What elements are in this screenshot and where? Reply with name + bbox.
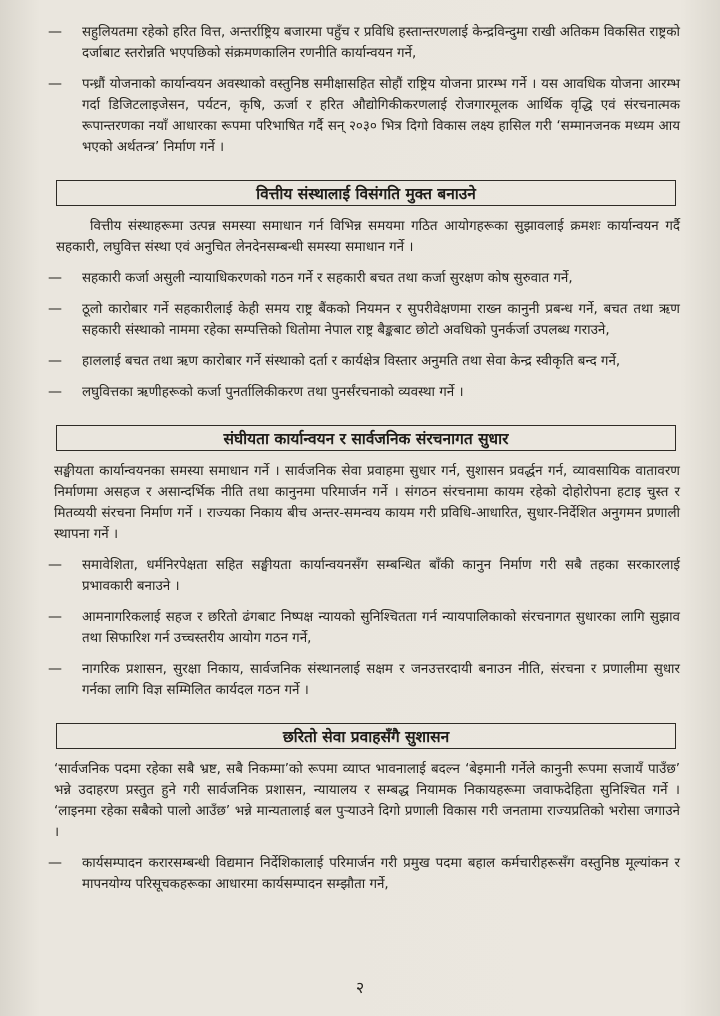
dash-marker: — — [48, 270, 62, 286]
bullet-text: समावेशिता, धर्मनिरपेक्षता सहित सङ्घीयता कार्यान्वयनसँग सम्बन्धित बाँकी कानुन निर्माण गरी सबै तहका सरकारलाई प्रभावकारी बनाउने । — [82, 558, 680, 594]
section-federalism — [48, 425, 680, 701]
list-item — [48, 268, 680, 289]
section-paragraph: सङ्घीयता कार्यान्वयनका समस्या समाधान गर्ने । सार्वजनिक सेवा प्रवाहमा सुधार गर्न, सुशासन प्रवर्द्धन गर्न, व्यावसायिक वातावरण निर्माणमा असहज र असान्दर्भिक नीति तथा कानुनमा परिमार्जन गर्ने । संगठन संरचनामा कायम रहेको दोहोरोपना हटाइ चुस्त र मितव्ययी संरचना निर्माण गर्ने । राज्यका निकाय बीच अन्तर-समन्वय कायम गरी प्रविधि-आधारित, सुधार-निर्देशित अनुगमन प्रणाली स्थापना गर्ने । — [54, 464, 680, 542]
intro-bullets — [48, 22, 680, 158]
bullet-text: पन्ध्रौं योजनाको कार्यान्वयन अवस्थाको वस्तुनिष्ठ समीक्षासहित सोहौं राष्ट्रिय योजना प्रारम्भ गर्ने । यस आवधिक योजना आरम्भ गर्दा डिजिटलाइजेसन, पर्यटन, कृषि, ऊर्जा र हरित औद्योगिकीकरणलाई रोजगारमूलक आर्थिक वृद्धि एवं संरचनात्मक रूपान्तरणका नयाँ आधारका रूपमा परिभाषित गर्दै सन् २०३० भित्र दिगो विकास लक्ष्य हासिल गरी ‘सम्मानजनक मध्यम आय भएको अर्थतन्त्र’ निर्माण गर्ने । — [82, 77, 680, 155]
bullet-text: लघुवित्तका ऋणीहरूको कर्जा पुनर्तालिकीकरण तथा पुनर्संरचनाको व्यवस्था गर्ने । — [82, 385, 464, 400]
section-good-governance — [48, 723, 680, 895]
bullet-text: ठूलो कारोबार गर्ने सहकारीलाई केही समय राष्ट्र बैंकको नियमन र सुपरीवेक्षणमा राख्न कानुनी प्रबन्ध गर्ने, बचत तथा ऋण सहकारी संस्थाको नाममा रहेका सम्पत्तिको धितोमा नेपाल राष्ट्र बैङ्कबाट छोटो अवधिको पुनर्कर्जा उपलब्ध गराउने, — [82, 302, 680, 338]
section-paragraph: ‘सार्वजनिक पदमा रहेका सबै भ्रष्ट, सबै निकम्मा’को रूपमा व्याप्त भावनालाई बदल्न ‘बेइमानी गर्नेले कानुनी रूपमा सजायँ पाउँछ’ भन्ने उदाहरण प्रस्तुत हुने गरी सार्वजनिक प्रशासन, न्यायालय र सम्बद्ध नियामक निकायहरूमा जवाफदेहिता सुनिश्चित गर्ने । ‘लाइनमा रहेका सबैको पालो आउँछ’ भन्ने मान्यतालाई बल पुऱ्याउने दिगो प्रणाली विकास गरी जनतामा राज्यप्रतिको भरोसा जगाउने । — [54, 762, 680, 840]
bullet-text: नागरिक प्रशासन, सुरक्षा निकाय, सार्वजनिक संस्थानलाई सक्षम र जनउत्तरदायी बनाउन नीति, संरचना र प्रणालीमा सुधार गर्नका लागि विज्ञ सम्मिलित कार्यदल गठन गर्ने । — [82, 662, 680, 698]
list-item — [48, 351, 680, 372]
list-item — [48, 659, 680, 701]
bullet-text: आमनागरिकलाई सहज र छरितो ढंगबाट निष्पक्ष न्यायको सुनिश्चितता गर्न न्यायपालिकाको संरचनागत सुधारका लागि सुझाव तथा सिफारिश गर्न उच्चस्तरीय आयोग गठन गर्ने, — [82, 610, 680, 646]
list-item — [48, 555, 680, 597]
list-item — [48, 382, 680, 403]
list-item — [48, 22, 680, 64]
bullet-text: हाललाई बचत तथा ऋण कारोबार गर्ने संस्थाको दर्ता र कार्यक्षेत्र विस्तार अनुमति तथा सेवा केन्द्र स्वीकृति बन्द गर्ने, — [82, 354, 621, 369]
dash-marker: — — [48, 557, 62, 573]
dash-marker: — — [48, 24, 62, 40]
dash-marker: — — [48, 384, 62, 400]
bullet-text: सहुलियतमा रहेको हरित वित्त, अन्तर्राष्ट्रिय बजारमा पहुँच र प्रविधि हस्तान्तरणलाई केन्द्रविन्दुमा राखी अतिकम विकसित राष्ट्रको दर्जाबाट स्तरोन्नति भएपछिको संक्रमणकालिन रणनीति कार्यान्वयन गर्ने, — [82, 25, 680, 61]
list-item — [48, 607, 680, 649]
dash-marker: — — [48, 76, 62, 92]
section-heading: संघीयता कार्यान्वयन र सार्वजनिक संरचनागत सुधार — [56, 425, 676, 451]
dash-marker: — — [48, 301, 62, 317]
dash-marker: — — [48, 353, 62, 369]
section-financial-institutions — [48, 180, 680, 403]
section-heading: वित्तीय संस्थालाई विसंगति मुक्त बनाउने — [56, 180, 676, 206]
list-item — [48, 853, 680, 895]
page-number: २ — [355, 978, 365, 997]
bullet-text: कार्यसम्पादन करारसम्बन्धी विद्यमान निर्देशिकालाई परिमार्जन गरी प्रमुख पदमा बहाल कर्मचारीहरूसँग वस्तुनिष्ठ मूल्यांकन र मापनयोग्य परिसूचकहरूका आधारमा कार्यसम्पादन सम्झौता गर्ने, — [82, 856, 680, 892]
list-item — [48, 74, 680, 158]
dash-marker: — — [48, 609, 62, 625]
section-paragraph: वित्तीय संस्थाहरूमा उत्पन्न समस्या समाधान गर्न विभिन्न समयमा गठित आयोगहरूका सुझावलाई क्रमशः कार्यान्वयन गर्दै सहकारी, लघुवित्त संस्था एवं अनुचित लेनदेनसम्बन्धी समस्या समाधान गर्ने । — [56, 219, 680, 255]
dash-marker: — — [48, 661, 62, 677]
dash-marker: — — [48, 855, 62, 871]
list-item — [48, 299, 680, 341]
bullet-text: सहकारी कर्जा असुली न्यायाधिकरणको गठन गर्ने र सहकारी बचत तथा कर्जा सुरक्षण कोष सुरुवात गर्ने, — [82, 271, 573, 286]
section-heading: छरितो सेवा प्रवाहसँगै सुशासन — [56, 723, 676, 749]
